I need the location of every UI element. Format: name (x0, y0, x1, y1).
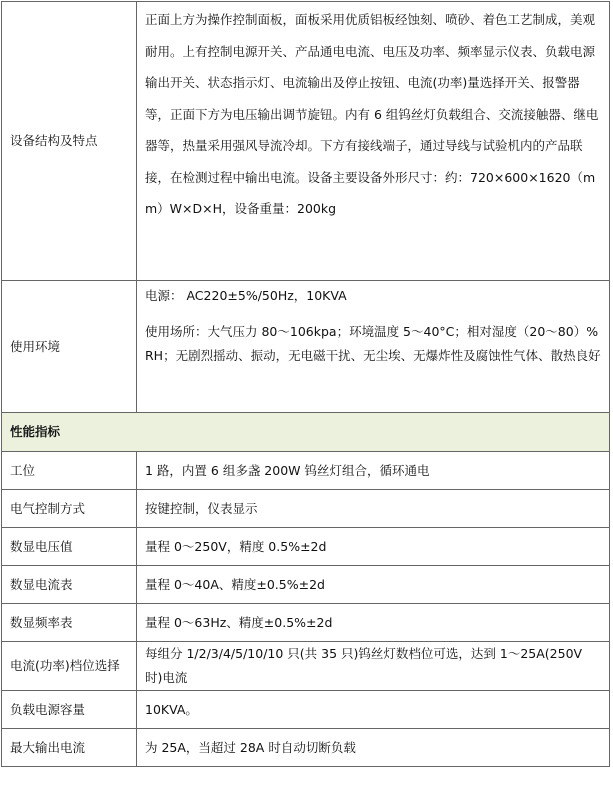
power-spec: 电源： AC220±5%/50Hz，10KVA (145, 288, 347, 303)
table-row (2, 452, 610, 490)
row-label: 使用环境 (2, 281, 137, 413)
row-label: 电气控制方式 (2, 490, 137, 528)
table-row (2, 691, 610, 729)
row-value: 量程 0～40A、精度±0.5%±2d (137, 566, 610, 604)
table-row (2, 729, 610, 767)
row-value: 为 25A，当超过 28A 时自动切断负载 (137, 729, 610, 767)
row-label: 电流(功率)档位选择 (2, 642, 137, 691)
row-value: 每组分 1/2/3/4/5/10/10 只(共 35 只)钨丝灯数档位可选，达到 1～25A(250V 时)电流 (137, 642, 610, 691)
table-row (2, 642, 610, 691)
table-row (2, 528, 610, 566)
row-label: 数显电流表 (2, 566, 137, 604)
table-row (2, 566, 610, 604)
spec-table (1, 1, 610, 767)
table-row (2, 2, 610, 281)
section-header (2, 413, 610, 452)
row-value: 正面上方为操作控制面板，面板采用优质铝板经蚀刻、喷砂、着色工艺制成，美观耐用。上有控制电源开关、产品通电电流、电压及功率、频率显示仪表、负载电源输出开关、状态指示灯、电流输出及停止按钮、电流(功率)量选择开关、报警器等，正面下方为电压输出调节旋钮。内有 6 组钨丝灯负载组合、交流接触器、继电器等，热量采用强风导流冷却。下方有接线端子，通过导线与试验机内的产品联接，在检测过程中输出电流。设备主要设备外形尺寸：约：720×600×1620（mm）W×D×H，设备重量：200kg (137, 2, 610, 281)
table-row (2, 281, 610, 413)
row-label: 数显频率表 (2, 604, 137, 642)
row-value: 10KVA。 (137, 691, 610, 729)
row-label: 设备结构及特点 (2, 2, 137, 281)
row-label: 数显电压值 (2, 528, 137, 566)
table-row (2, 604, 610, 642)
row-value: 量程 0～63Hz、精度±0.5%±2d (137, 604, 610, 642)
row-label: 工位 (2, 452, 137, 490)
row-value: 1 路，内置 6 组多盏 200W 钨丝灯组合，循环通电 (137, 452, 610, 490)
row-label: 负载电源容量 (2, 691, 137, 729)
usage-environment-spec: 使用场所：大气压力 80～106kpa；环境温度 5～40°C；相对湿度（20～80）%RH；无剧烈摇动、振动，无电磁干扰、无尘埃、无爆炸性及腐蚀性气体、散热良好 (145, 324, 601, 363)
table-row (2, 490, 610, 528)
section-title: 性能指标 (2, 413, 610, 452)
row-value (137, 281, 610, 413)
row-value: 按键控制，仪表显示 (137, 490, 610, 528)
row-value: 量程 0～250V，精度 0.5%±2d (137, 528, 610, 566)
row-label: 最大输出电流 (2, 729, 137, 767)
